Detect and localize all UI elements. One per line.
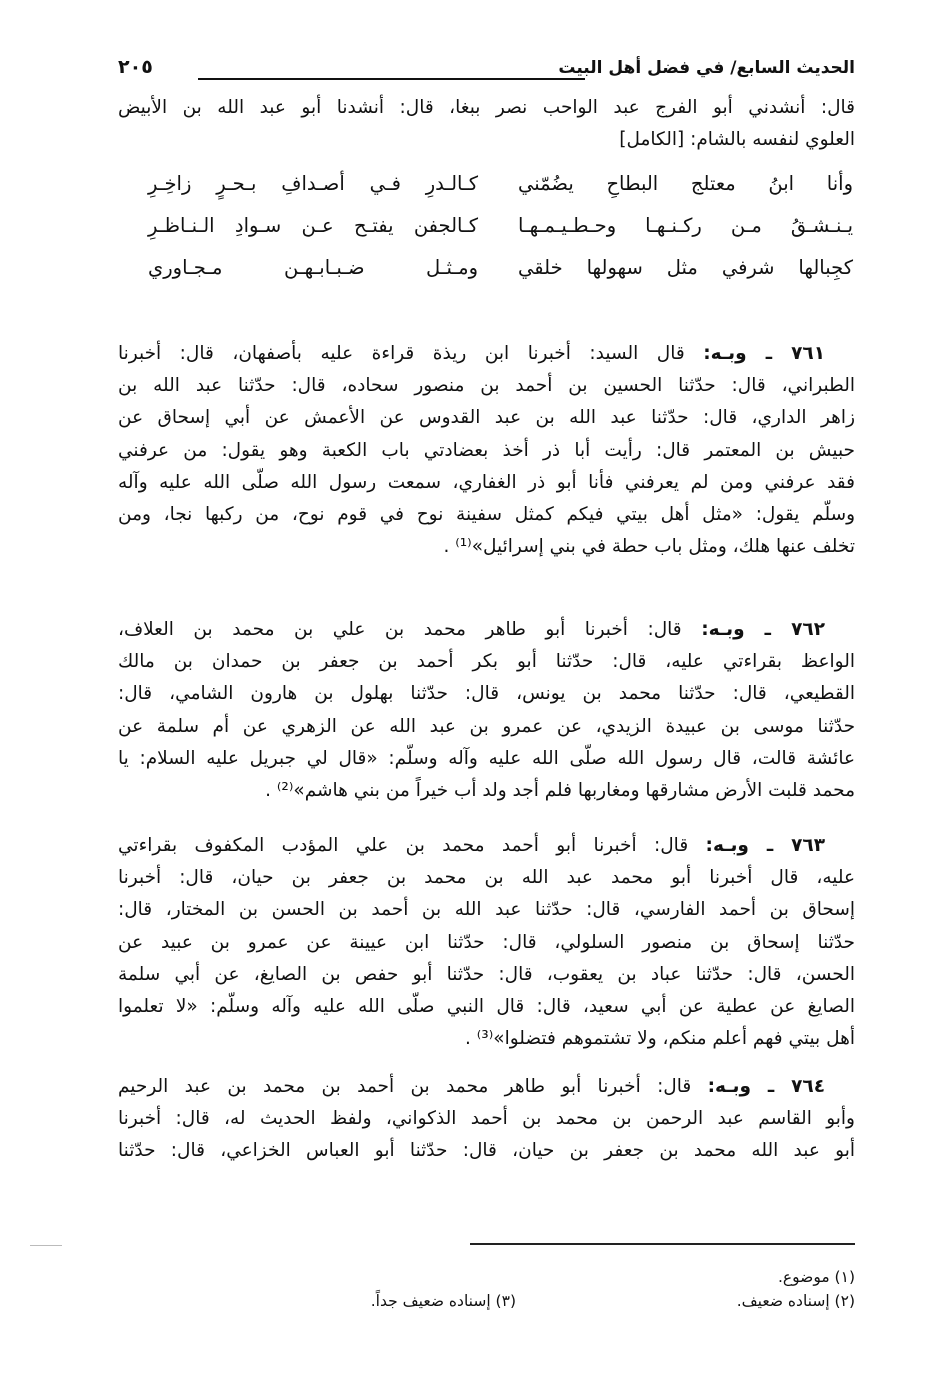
footnote-3: (٣) إسناده ضعيف جداً. <box>370 1292 516 1310</box>
hadith-number: ٧٦٤ ـ وبـه: <box>707 1076 825 1097</box>
verse-first-hemistich: كجِبالها شرفي مثل سهولها خلقي <box>518 256 853 279</box>
hadith-line: الطبراني، قال: حدّثنا الحسين بن أحمد بن منصور سحاده، قال: حدّثنا عبد الله بن <box>118 375 855 397</box>
page-number: ٢٠٥ <box>118 56 153 78</box>
hadith-line: عليه، قال أخبرنا أبو محمد عبد الله بن محمد بن جعفر بن حيان، قال: أخبرنا <box>118 867 855 889</box>
running-header <box>118 58 855 88</box>
hadith-line: فقد عرفني ومن لم يعرفني فأنا أبو ذر الغفاري، سمعت رسول الله صلّى الله عليه وآله <box>118 471 855 493</box>
hadith-line: أبو عبد الله محمد بن جعفر بن حيان، قال: حدّثنا أبو العباس الخزاعي، قال: حدّثنا <box>118 1140 855 1162</box>
hadith-text: قال: أخبرنا أبو طاهر محمد بن أحمد بن محمد بن عبد الرحيم <box>118 1076 708 1097</box>
hadith-first-line <box>118 340 855 368</box>
hadith-line: القطيعي، قال: حدّثنا محمد بن يونس، قال: حدّثنا بهلول بن هارون الشامي، قال: <box>118 683 855 705</box>
hadith-text: قال: أخبرنا أبو طاهر محمد بن علي بن محمد بن العلاف، <box>118 619 702 640</box>
intro-line: العلوي لنفسه بالشام: [الكامل] <box>619 129 855 150</box>
hadith-line: حبيش بن المعتمر قال: رأيت أبا ذر أخذ بعضادتي باب الكعبة وهو يقول: من عرفني <box>118 439 855 461</box>
footnote-rule <box>470 1243 855 1245</box>
verse-second-hemistich: ومـثـل ضـبـابـهـن مـجـاوري <box>148 256 478 279</box>
hadith-line: عائشة قالت، قال رسول الله صلّى الله عليه وآله وسلّم: «قال لي جبريل عليه السلام: يا <box>118 747 855 769</box>
verse-second-hemistich: كـالـدرِ فـي أصـدافِ بـحـرٍ زاخِـرِ <box>148 172 478 195</box>
hadith-text: قال السيد: أخبرنا ابن ريذة قراءة عليه بأصفهان، قال: أخبرنا <box>118 343 704 364</box>
verse-first-hemistich: يـنـشـقُ مـن ركـنـهـا وحـطـيـمـهـا <box>518 214 853 237</box>
intro-line: قال: أنشدني أبو الفرج عبد الواحب نصر ببغا، قال: أنشدنا أبو عبد الله بن الأبيض <box>118 97 855 118</box>
hadith-number: ٧٦٢ ـ وبـه: <box>701 619 825 640</box>
hadith-number: ٧٦١ ـ وبـه: <box>703 343 826 364</box>
hadith-first-line <box>118 616 855 644</box>
hadith-line: الواعظ بقراءتي عليه، قال: حدّثنا أبو بكر أحمد بن جعفر بن حمدان بن مالك <box>118 651 855 673</box>
scan-edge-mark <box>30 1245 62 1246</box>
hadith-line: إسحاق بن أحمد الفارسي، قال: حدّثنا عبد الله بن أحمد بن الحسن بن المختار، قال: <box>118 899 855 921</box>
footnote-1: (١) موضوع. <box>777 1268 855 1286</box>
hadith-line: أهل بيتي فهم أعلم منكم، ولا تشتموهم فتضلوا»⁽³⁾ . <box>464 1028 855 1050</box>
hadith-first-line <box>118 832 855 860</box>
footnote-2: (٢) إسناده ضعيف. <box>736 1292 855 1310</box>
verse-second-hemistich: كـالجفن يفتـح عـن سـوادِ الـنـاظـرِ <box>148 214 478 237</box>
hadith-line: حدّثنا إسحاق بن منصور السلولي، قال: حدّثنا ابن عيينة عن عمرو بن عبيد عن <box>118 931 855 953</box>
header-title: الحديث السابع/ في فضل أهل البيت <box>558 58 855 78</box>
hadith-line: وسلّم يقول: «مثل أهل بيتي فيكم كمثل سفينة نوح في قوم نوح، من ركبها نجا، ومن <box>118 504 855 525</box>
hadith-first-line <box>118 1073 855 1101</box>
hadith-line: الصايغ عن عطية عن أبي سعيد، قال: قال النبي صلّى الله عليه وآله وسلّم: «لا تعلموا <box>118 996 855 1017</box>
hadith-line: الحسن، قال: حدّثنا عباد بن يعقوب، قال: حدّثنا أبو حفص بن الصايغ، عن أبي سلمة <box>118 963 855 985</box>
hadith-line: زاهر الداري، قال: حدّثنا عبد الله بن عبد القدوس عن الأعمش عن أبي إسحاق عن <box>118 407 855 429</box>
hadith-line: وأبو القاسم عبد الرحمن بن محمد بن أحمد الذكواني، ولفظ الحديث له، قال: أخبرنا <box>118 1108 855 1130</box>
hadith-line: حدّثنا موسى بن عبيدة الزيدي، عن عمرو بن عبد الله عن الزهري عن أم سلمة عن <box>118 715 855 737</box>
hadith-text: قال: أخبرنا أبو أحمد محمد بن علي المؤدب المكفوف بقراءتي <box>118 835 706 856</box>
hadith-number: ٧٦٣ ـ وبـه: <box>705 835 825 856</box>
header-rule <box>198 78 585 80</box>
hadith-line: محمد قلبت الأرض مشارقها ومغاربها فلم أجد ولد أب خيراً من بني هاشم»⁽²⁾ . <box>265 780 855 801</box>
hadith-line: تخلف عنها هلك، ومثل باب حطة في بني إسرائيل»⁽¹⁾ . <box>443 536 855 558</box>
verse-first-hemistich: وأنا ابنُ معتلج البطاحِ يضُمّني <box>518 172 853 195</box>
